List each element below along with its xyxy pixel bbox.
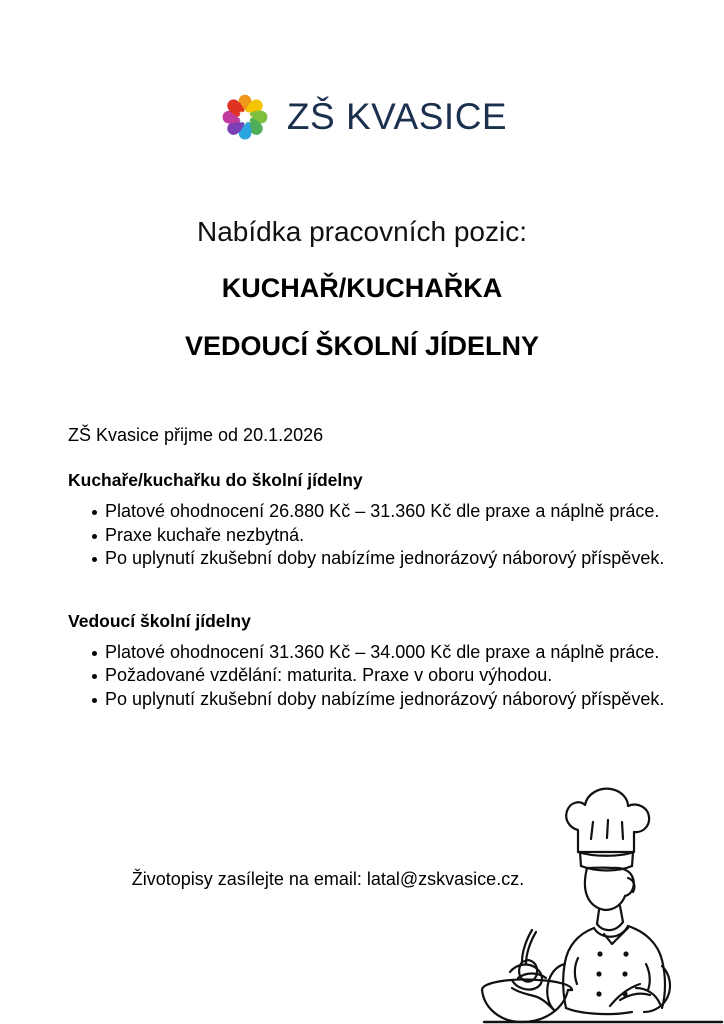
section-spacer [68, 572, 668, 610]
list-item: Platové ohodnocení 26.880 Kč – 31.360 Kč dle praxe a náplně práce. [68, 501, 668, 523]
job-section-cook [68, 469, 668, 570]
list-item: Praxe kuchaře nezbytná. [68, 525, 668, 547]
section-heading: Kuchaře/kuchařku do školní jídelny [68, 470, 363, 491]
requirements-list [68, 501, 668, 570]
school-logo [0, 88, 724, 144]
list-item: Platové ohodnocení 31.360 Kč – 34.000 Kč dle praxe a náplně práce. [68, 642, 668, 664]
requirements-list [68, 642, 668, 711]
position-title-canteen-manager: VEDOUCÍ ŠKOLNÍ JÍDELNY [184, 331, 540, 361]
list-item: Po uplynutí zkušební doby nabízíme jednorázový náborový příspěvek. [68, 689, 668, 711]
contact-email-line: Životopisy zasílejte na email: latal@zskvasice.cz. [131, 869, 525, 889]
job-section-canteen-manager [68, 610, 668, 711]
page-title: Nabídka pracovních pozic: [197, 216, 527, 247]
school-wordmark: ZŠ KVASICE [286, 95, 508, 137]
position-title-cook: KUCHAŘ/KUCHAŘKA [221, 273, 503, 303]
start-date-line: ZŠ Kvasice přijme od 20.1.2026 [68, 425, 324, 445]
flower-petals-logo-icon [217, 88, 273, 144]
section-heading: Vedoucí školní jídelny [68, 610, 251, 631]
list-item: Po uplynutí zkušební doby nabízíme jednorázový náborový příspěvek. [68, 548, 668, 570]
job-details [68, 424, 668, 712]
list-item: Požadované vzdělání: maturita. Praxe v oboru výhodou. [68, 665, 668, 687]
chef-line-art-icon [460, 782, 724, 1024]
